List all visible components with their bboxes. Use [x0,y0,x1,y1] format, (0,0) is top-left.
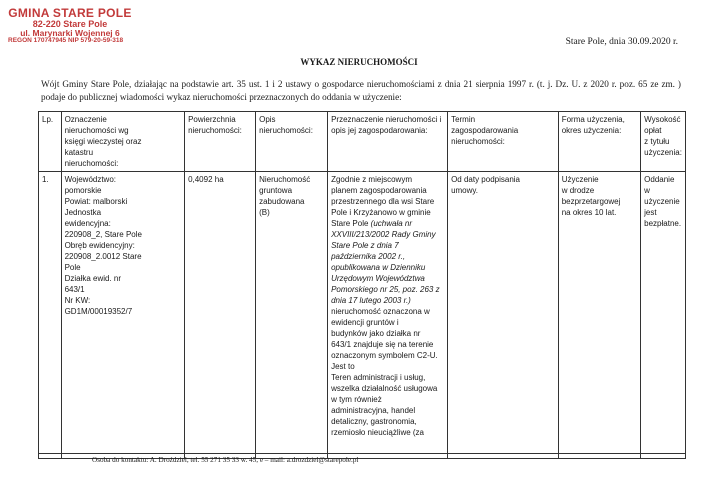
header-termin: Termin zagospodarowania nieruchomości: [448,112,559,172]
header-wysokosc: Wysokość opłat z tytułu użyczenia: [641,112,686,172]
header-przeznaczenie: Przeznaczenie nieruchomości i opis jej zagospodarowania: [328,112,448,172]
stamp-street: ul. Marynarki Wojennej 6 [20,28,120,39]
cell-przeznaczenie: Zgodnie z miejscowym planem zagospodarowania przestrzennego dla wsi Stare Pole i Krzyżanowo w gminie Stare Pole (uchwała nr XXVIII/213/2002 Rady Gminy Stare Pole z dnia 7 października 2002 r., opublikowana w Dzienniku Urzędowym Województwa Pomorskiego nr 25, poz. 263 z dnia 17 lutego 2003 r.) nieruchomość oznaczona w ewidencji gruntów i budynków jako działka nr 643/1 znajduje się na terenie oznaczonym symbolem C2-U. Jest to Teren administracji i usług, wszelka działalność usługowa w tym również administracyjna, handel detaliczny, gastronomia, rzemiosło nieuciążliwe (za [328,172,448,459]
document-date: Stare Pole, dnia 30.09.2020 r. [565,37,678,47]
header-forma: Forma użyczenia, okres użyczenia: [558,112,640,172]
stamp-name: GMINA STARE POLE [8,6,132,20]
table-row [39,172,686,459]
cell-powierzchnia: 0,4092 ha [185,172,256,459]
cell-lp: 1. [39,172,62,459]
cell-oznaczenie: Województwo: pomorskie Powiat: malborski Jednostka ewidencyjna: 220908_2, Stare Pole Obręb ewidencyjny: 220908_2.0012 Stare Pole Działka ewid. nr 643/1 Nr KW: GD1M/00019352/7 [61,172,184,459]
header-powierzchnia: Powierzchnia nieruchomości: [185,112,256,172]
stamp-ids: REGON 170747945 NIP 579-20-59-318 [8,36,124,44]
stamp-postal: 82-220 Stare Pole [32,18,108,29]
cell-forma: Użyczenie w drodze bezprzetargowej na okres 10 lat. [558,172,640,459]
footer-contact: Osoba do kontaktu: A. Droździel, tel. 55 271 35 33 w. 45, e – mail: a.drozdziel@starepole.pl [92,456,359,464]
document-title: WYKAZ NIERUCHOMOŚCI [300,57,418,67]
footer-divider [38,453,686,454]
cell-wysokosc: Oddanie w użyczenie jest bezpłatne. [641,172,686,459]
cell-opis: Nieruchomość gruntowa zabudowana (B) [256,172,328,459]
cell-termin: Od daty podpisania umowy. [448,172,559,459]
header-oznaczenie: Oznaczenie nieruchomości wg księgi wieczystej oraz katastru nieruchomości: [61,112,184,172]
table-header-row [39,112,686,172]
property-table [38,111,686,459]
office-stamp [6,7,134,45]
header-lp: Lp. [39,112,62,172]
header-opis: Opis nieruchomości: [256,112,328,172]
intro-paragraph: Wójt Gminy Stare Pole, działając na podstawie art. 35 ust. 1 i 2 ustawy o gospodarce nieruchomościami z dnia 21 sierpnia 1997 r. (t. j. Dz. U. z 2020 r. poz. 65 ze zm. ) podaje do publicznej wiadomości wykaz nieruchomości przeznaczonych do oddania w użyczenie: [41,79,681,102]
